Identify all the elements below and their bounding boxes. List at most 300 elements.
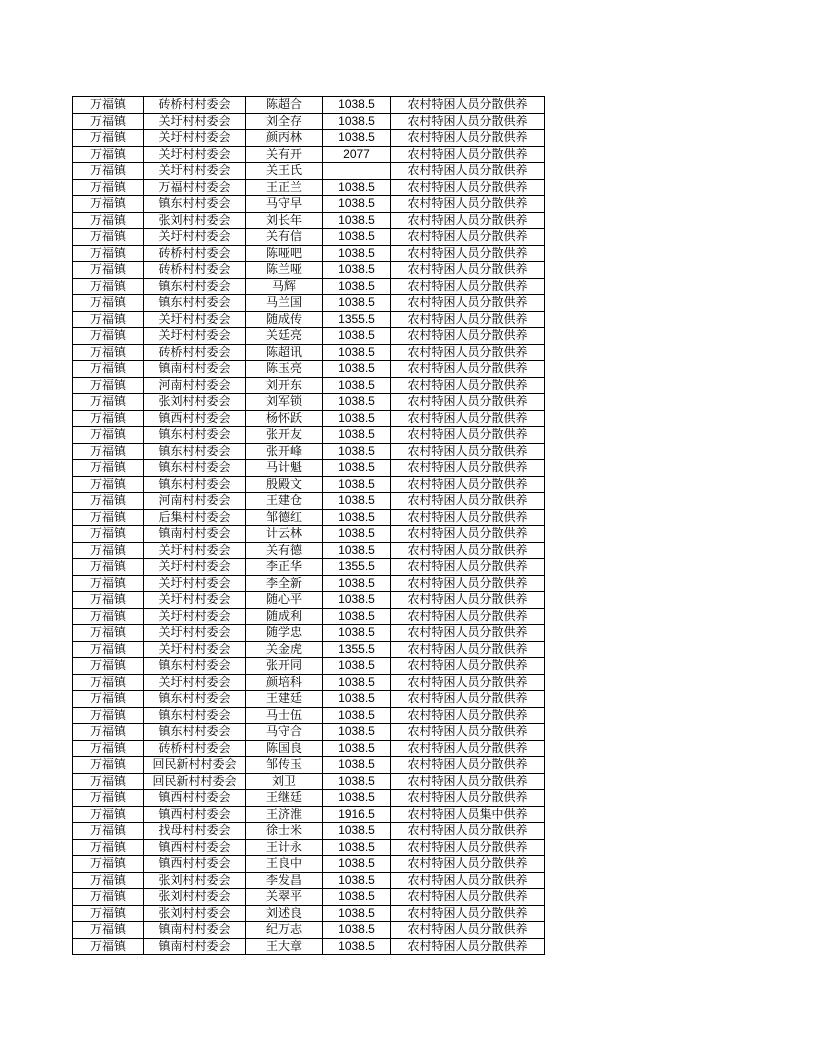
- amount-cell: 1038.5: [323, 740, 391, 757]
- village-committee-cell: 镇东村村委会: [144, 724, 246, 741]
- table-row: [73, 344, 545, 361]
- support-type-cell: 农村特困人员分散供养: [391, 526, 545, 543]
- amount-cell: 1038.5: [323, 839, 391, 856]
- town-cell: 万福镇: [73, 707, 144, 724]
- town-cell: 万福镇: [73, 691, 144, 708]
- amount-cell: 1038.5: [323, 823, 391, 840]
- town-cell: 万福镇: [73, 212, 144, 229]
- amount-cell: 1038.5: [323, 196, 391, 213]
- village-committee-cell: 镇南村村委会: [144, 938, 246, 955]
- support-type-cell: 农村特困人员分散供养: [391, 328, 545, 345]
- town-cell: 万福镇: [73, 823, 144, 840]
- town-cell: 万福镇: [73, 658, 144, 675]
- town-cell: 万福镇: [73, 245, 144, 262]
- village-committee-cell: 镇西村村委会: [144, 806, 246, 823]
- person-name-cell: 李全新: [246, 575, 323, 592]
- village-committee-cell: 万福村村委会: [144, 179, 246, 196]
- support-type-cell: 农村特困人员分散供养: [391, 278, 545, 295]
- village-committee-cell: 关圩村村委会: [144, 146, 246, 163]
- support-type-cell: 农村特困人员分散供养: [391, 625, 545, 642]
- person-name-cell: 徐士米: [246, 823, 323, 840]
- support-type-cell: 农村特困人员分散供养: [391, 146, 545, 163]
- support-type-cell: 农村特困人员分散供养: [391, 196, 545, 213]
- support-type-cell: 农村特困人员分散供养: [391, 295, 545, 312]
- support-type-cell: 农村特困人员分散供养: [391, 658, 545, 675]
- person-name-cell: 刘全存: [246, 113, 323, 130]
- table-row: [73, 410, 545, 427]
- village-committee-cell: 关圩村村委会: [144, 229, 246, 246]
- person-name-cell: 王大章: [246, 938, 323, 955]
- table-row: [73, 311, 545, 328]
- support-type-cell: 农村特困人员分散供养: [391, 757, 545, 774]
- person-name-cell: 随学忠: [246, 625, 323, 642]
- town-cell: 万福镇: [73, 146, 144, 163]
- village-committee-cell: 张刘村村委会: [144, 905, 246, 922]
- amount-cell: 1038.5: [323, 97, 391, 114]
- town-cell: 万福镇: [73, 790, 144, 807]
- person-name-cell: 刘开东: [246, 377, 323, 394]
- village-committee-cell: 镇东村村委会: [144, 278, 246, 295]
- support-type-cell: 农村特困人员分散供养: [391, 245, 545, 262]
- person-name-cell: 计云林: [246, 526, 323, 543]
- village-committee-cell: 镇东村村委会: [144, 295, 246, 312]
- support-type-cell: 农村特困人员分散供养: [391, 790, 545, 807]
- person-name-cell: 马守合: [246, 724, 323, 741]
- town-cell: 万福镇: [73, 724, 144, 741]
- amount-cell: 1038.5: [323, 377, 391, 394]
- person-name-cell: 邹传玉: [246, 757, 323, 774]
- town-cell: 万福镇: [73, 806, 144, 823]
- village-committee-cell: 镇东村村委会: [144, 427, 246, 444]
- support-type-cell: 农村特困人员分散供养: [391, 641, 545, 658]
- table-row: [73, 212, 545, 229]
- town-cell: 万福镇: [73, 443, 144, 460]
- town-cell: 万福镇: [73, 905, 144, 922]
- support-type-cell: 农村特困人员分散供养: [391, 592, 545, 609]
- amount-cell: 1038.5: [323, 113, 391, 130]
- person-name-cell: 王良中: [246, 856, 323, 873]
- support-type-cell: 农村特困人员分散供养: [391, 773, 545, 790]
- person-name-cell: 王继廷: [246, 790, 323, 807]
- amount-cell: 1038.5: [323, 262, 391, 279]
- village-committee-cell: 关圩村村委会: [144, 674, 246, 691]
- town-cell: 万福镇: [73, 493, 144, 510]
- table-row: [73, 674, 545, 691]
- support-type-cell: 农村特困人员分散供养: [391, 311, 545, 328]
- village-committee-cell: 砖桥村村委会: [144, 245, 246, 262]
- person-name-cell: 王济淮: [246, 806, 323, 823]
- support-type-cell: 农村特困人员分散供养: [391, 889, 545, 906]
- support-type-cell: 农村特困人员分散供养: [391, 493, 545, 510]
- table-row: [73, 493, 545, 510]
- support-type-cell: 农村特困人员集中供养: [391, 806, 545, 823]
- town-cell: 万福镇: [73, 476, 144, 493]
- table-row: [73, 542, 545, 559]
- person-name-cell: 张开同: [246, 658, 323, 675]
- town-cell: 万福镇: [73, 410, 144, 427]
- town-cell: 万福镇: [73, 278, 144, 295]
- town-cell: 万福镇: [73, 377, 144, 394]
- village-committee-cell: 关圩村村委会: [144, 608, 246, 625]
- person-name-cell: 马士伍: [246, 707, 323, 724]
- person-name-cell: 马兰国: [246, 295, 323, 312]
- table-row: [73, 113, 545, 130]
- village-committee-cell: 关圩村村委会: [144, 575, 246, 592]
- table-row: [73, 757, 545, 774]
- village-committee-cell: 回民新村村委会: [144, 757, 246, 774]
- amount-cell: [323, 163, 391, 180]
- village-committee-cell: 砖桥村村委会: [144, 740, 246, 757]
- support-type-cell: 农村特困人员分散供养: [391, 856, 545, 873]
- village-committee-cell: 回民新村村委会: [144, 773, 246, 790]
- amount-cell: 1038.5: [323, 757, 391, 774]
- village-committee-cell: 关圩村村委会: [144, 625, 246, 642]
- town-cell: 万福镇: [73, 889, 144, 906]
- amount-cell: 1038.5: [323, 790, 391, 807]
- table-row: [73, 427, 545, 444]
- support-type-cell: 农村特困人员分散供养: [391, 443, 545, 460]
- amount-cell: 1355.5: [323, 311, 391, 328]
- amount-cell: 1038.5: [323, 509, 391, 526]
- table-row: [73, 526, 545, 543]
- support-type-cell: 农村特困人员分散供养: [391, 427, 545, 444]
- support-type-cell: 农村特困人员分散供养: [391, 130, 545, 147]
- person-name-cell: 陈兰哑: [246, 262, 323, 279]
- amount-cell: 1038.5: [323, 856, 391, 873]
- person-name-cell: 王建廷: [246, 691, 323, 708]
- table-row: [73, 179, 545, 196]
- village-committee-cell: 关圩村村委会: [144, 542, 246, 559]
- village-committee-cell: 镇西村村委会: [144, 410, 246, 427]
- support-type-cell: 农村特困人员分散供养: [391, 922, 545, 939]
- table-row: [73, 163, 545, 180]
- amount-cell: 1038.5: [323, 724, 391, 741]
- town-cell: 万福镇: [73, 938, 144, 955]
- support-type-cell: 农村特困人员分散供养: [391, 460, 545, 477]
- support-type-cell: 农村特困人员分散供养: [391, 707, 545, 724]
- support-type-cell: 农村特困人员分散供养: [391, 97, 545, 114]
- table-row: [73, 823, 545, 840]
- table-row: [73, 146, 545, 163]
- person-name-cell: 李正华: [246, 559, 323, 576]
- town-cell: 万福镇: [73, 592, 144, 609]
- amount-cell: 1038.5: [323, 526, 391, 543]
- amount-cell: 1038.5: [323, 394, 391, 411]
- amount-cell: 1038.5: [323, 410, 391, 427]
- table-row: [73, 278, 545, 295]
- person-name-cell: 马守早: [246, 196, 323, 213]
- town-cell: 万福镇: [73, 872, 144, 889]
- amount-cell: 1038.5: [323, 674, 391, 691]
- town-cell: 万福镇: [73, 328, 144, 345]
- person-name-cell: 陈哑吧: [246, 245, 323, 262]
- village-committee-cell: 砖桥村村委会: [144, 262, 246, 279]
- amount-cell: 1038.5: [323, 872, 391, 889]
- person-name-cell: 刘军锁: [246, 394, 323, 411]
- person-name-cell: 随成利: [246, 608, 323, 625]
- support-type-cell: 农村特困人员分散供养: [391, 691, 545, 708]
- amount-cell: 1038.5: [323, 278, 391, 295]
- town-cell: 万福镇: [73, 262, 144, 279]
- village-committee-cell: 砖桥村村委会: [144, 97, 246, 114]
- table-row: [73, 641, 545, 658]
- amount-cell: 1355.5: [323, 559, 391, 576]
- amount-cell: 1038.5: [323, 922, 391, 939]
- support-type-cell: 农村特困人员分散供养: [391, 361, 545, 378]
- village-committee-cell: 关圩村村委会: [144, 641, 246, 658]
- village-committee-cell: 镇东村村委会: [144, 691, 246, 708]
- table-row: [73, 889, 545, 906]
- amount-cell: 1038.5: [323, 460, 391, 477]
- amount-cell: 1038.5: [323, 575, 391, 592]
- person-name-cell: 刘卫: [246, 773, 323, 790]
- person-name-cell: 关有信: [246, 229, 323, 246]
- table-row: [73, 196, 545, 213]
- amount-cell: 1038.5: [323, 625, 391, 642]
- amount-cell: 1916.5: [323, 806, 391, 823]
- support-type-cell: 农村特困人员分散供养: [391, 542, 545, 559]
- person-name-cell: 随心平: [246, 592, 323, 609]
- support-type-cell: 农村特困人员分散供养: [391, 905, 545, 922]
- person-name-cell: 王计永: [246, 839, 323, 856]
- village-committee-cell: 关圩村村委会: [144, 311, 246, 328]
- amount-cell: 1038.5: [323, 493, 391, 510]
- support-type-cell: 农村特困人员分散供养: [391, 212, 545, 229]
- support-type-cell: 农村特困人员分散供养: [391, 113, 545, 130]
- person-name-cell: 杨怀跃: [246, 410, 323, 427]
- village-committee-cell: 张刘村村委会: [144, 212, 246, 229]
- person-name-cell: 陈超讯: [246, 344, 323, 361]
- table-row: [73, 839, 545, 856]
- table-row: [73, 443, 545, 460]
- village-committee-cell: 镇西村村委会: [144, 790, 246, 807]
- table-row: [73, 905, 545, 922]
- support-type-cell: 农村特困人员分散供养: [391, 394, 545, 411]
- person-name-cell: 殷殿文: [246, 476, 323, 493]
- town-cell: 万福镇: [73, 163, 144, 180]
- amount-cell: 1038.5: [323, 295, 391, 312]
- person-name-cell: 马辉: [246, 278, 323, 295]
- support-type-cell: 农村特困人员分散供养: [391, 608, 545, 625]
- support-type-cell: 农村特困人员分散供养: [391, 839, 545, 856]
- table-row: [73, 377, 545, 394]
- person-name-cell: 李发昌: [246, 872, 323, 889]
- table-row: [73, 575, 545, 592]
- village-committee-cell: 镇东村村委会: [144, 707, 246, 724]
- village-committee-cell: 找母村村委会: [144, 823, 246, 840]
- town-cell: 万福镇: [73, 460, 144, 477]
- table-row: [73, 872, 545, 889]
- village-committee-cell: 河南村村委会: [144, 377, 246, 394]
- town-cell: 万福镇: [73, 608, 144, 625]
- amount-cell: 1038.5: [323, 427, 391, 444]
- village-committee-cell: 镇西村村委会: [144, 839, 246, 856]
- town-cell: 万福镇: [73, 757, 144, 774]
- village-committee-cell: 张刘村村委会: [144, 889, 246, 906]
- town-cell: 万福镇: [73, 361, 144, 378]
- table-row: [73, 460, 545, 477]
- amount-cell: 1038.5: [323, 212, 391, 229]
- person-name-cell: 关有德: [246, 542, 323, 559]
- amount-cell: 1355.5: [323, 641, 391, 658]
- person-name-cell: 关王氏: [246, 163, 323, 180]
- table-row: [73, 130, 545, 147]
- town-cell: 万福镇: [73, 344, 144, 361]
- table-row: [73, 394, 545, 411]
- person-name-cell: 陈国良: [246, 740, 323, 757]
- person-name-cell: 马计魁: [246, 460, 323, 477]
- relief-roster-table: [72, 96, 545, 955]
- amount-cell: 1038.5: [323, 130, 391, 147]
- village-committee-cell: 镇东村村委会: [144, 460, 246, 477]
- table-row: [73, 608, 545, 625]
- amount-cell: 1038.5: [323, 938, 391, 955]
- person-name-cell: 陈玉亮: [246, 361, 323, 378]
- support-type-cell: 农村特困人员分散供养: [391, 410, 545, 427]
- table-row: [73, 229, 545, 246]
- person-name-cell: 关廷亮: [246, 328, 323, 345]
- village-committee-cell: 镇西村村委会: [144, 856, 246, 873]
- amount-cell: 1038.5: [323, 328, 391, 345]
- support-type-cell: 农村特困人员分散供养: [391, 344, 545, 361]
- village-committee-cell: 张刘村村委会: [144, 872, 246, 889]
- village-committee-cell: 后集村村委会: [144, 509, 246, 526]
- town-cell: 万福镇: [73, 559, 144, 576]
- support-type-cell: 农村特困人员分散供养: [391, 377, 545, 394]
- village-committee-cell: 关圩村村委会: [144, 113, 246, 130]
- town-cell: 万福镇: [73, 509, 144, 526]
- village-committee-cell: 关圩村村委会: [144, 559, 246, 576]
- amount-cell: 1038.5: [323, 707, 391, 724]
- amount-cell: 1038.5: [323, 542, 391, 559]
- town-cell: 万福镇: [73, 394, 144, 411]
- table-row: [73, 476, 545, 493]
- amount-cell: 1038.5: [323, 905, 391, 922]
- support-type-cell: 农村特困人员分散供养: [391, 163, 545, 180]
- amount-cell: 1038.5: [323, 245, 391, 262]
- village-committee-cell: 镇东村村委会: [144, 476, 246, 493]
- village-committee-cell: 镇南村村委会: [144, 361, 246, 378]
- roster-body: [73, 97, 545, 955]
- person-name-cell: 颜培科: [246, 674, 323, 691]
- table-row: [73, 245, 545, 262]
- amount-cell: 1038.5: [323, 608, 391, 625]
- table-row: [73, 790, 545, 807]
- support-type-cell: 农村特困人员分散供养: [391, 476, 545, 493]
- town-cell: 万福镇: [73, 295, 144, 312]
- amount-cell: 1038.5: [323, 773, 391, 790]
- amount-cell: 1038.5: [323, 229, 391, 246]
- support-type-cell: 农村特困人员分散供养: [391, 674, 545, 691]
- town-cell: 万福镇: [73, 773, 144, 790]
- town-cell: 万福镇: [73, 575, 144, 592]
- table-row: [73, 773, 545, 790]
- town-cell: 万福镇: [73, 839, 144, 856]
- table-row: [73, 295, 545, 312]
- support-type-cell: 农村特困人员分散供养: [391, 509, 545, 526]
- table-row: [73, 724, 545, 741]
- support-type-cell: 农村特困人员分散供养: [391, 575, 545, 592]
- village-committee-cell: 镇南村村委会: [144, 922, 246, 939]
- table-row: [73, 856, 545, 873]
- town-cell: 万福镇: [73, 542, 144, 559]
- village-committee-cell: 河南村村委会: [144, 493, 246, 510]
- table-row: [73, 625, 545, 642]
- table-row: [73, 691, 545, 708]
- person-name-cell: 随成传: [246, 311, 323, 328]
- table-row: [73, 97, 545, 114]
- town-cell: 万福镇: [73, 856, 144, 873]
- support-type-cell: 农村特困人员分散供养: [391, 740, 545, 757]
- table-row: [73, 559, 545, 576]
- support-type-cell: 农村特困人员分散供养: [391, 262, 545, 279]
- town-cell: 万福镇: [73, 229, 144, 246]
- support-type-cell: 农村特困人员分散供养: [391, 872, 545, 889]
- amount-cell: 2077: [323, 146, 391, 163]
- amount-cell: 1038.5: [323, 443, 391, 460]
- table-row: [73, 658, 545, 675]
- town-cell: 万福镇: [73, 526, 144, 543]
- town-cell: 万福镇: [73, 179, 144, 196]
- village-committee-cell: 关圩村村委会: [144, 328, 246, 345]
- town-cell: 万福镇: [73, 674, 144, 691]
- support-type-cell: 农村特困人员分散供养: [391, 559, 545, 576]
- person-name-cell: 刘长年: [246, 212, 323, 229]
- table-row: [73, 262, 545, 279]
- support-type-cell: 农村特困人员分散供养: [391, 229, 545, 246]
- table-row: [73, 328, 545, 345]
- amount-cell: 1038.5: [323, 691, 391, 708]
- town-cell: 万福镇: [73, 113, 144, 130]
- village-committee-cell: 镇东村村委会: [144, 658, 246, 675]
- support-type-cell: 农村特困人员分散供养: [391, 823, 545, 840]
- amount-cell: 1038.5: [323, 592, 391, 609]
- town-cell: 万福镇: [73, 97, 144, 114]
- town-cell: 万福镇: [73, 130, 144, 147]
- person-name-cell: 王建仓: [246, 493, 323, 510]
- town-cell: 万福镇: [73, 311, 144, 328]
- village-committee-cell: 镇东村村委会: [144, 196, 246, 213]
- person-name-cell: 关翠平: [246, 889, 323, 906]
- village-committee-cell: 镇东村村委会: [144, 443, 246, 460]
- town-cell: 万福镇: [73, 740, 144, 757]
- table-row: [73, 592, 545, 609]
- support-type-cell: 农村特困人员分散供养: [391, 938, 545, 955]
- amount-cell: 1038.5: [323, 658, 391, 675]
- village-committee-cell: 关圩村村委会: [144, 163, 246, 180]
- person-name-cell: 张开友: [246, 427, 323, 444]
- town-cell: 万福镇: [73, 922, 144, 939]
- amount-cell: 1038.5: [323, 344, 391, 361]
- person-name-cell: 颜丙林: [246, 130, 323, 147]
- person-name-cell: 关有开: [246, 146, 323, 163]
- town-cell: 万福镇: [73, 196, 144, 213]
- town-cell: 万福镇: [73, 641, 144, 658]
- town-cell: 万福镇: [73, 427, 144, 444]
- person-name-cell: 邹德红: [246, 509, 323, 526]
- amount-cell: 1038.5: [323, 179, 391, 196]
- person-name-cell: 张开峰: [246, 443, 323, 460]
- table-row: [73, 509, 545, 526]
- person-name-cell: 刘述良: [246, 905, 323, 922]
- table-row: [73, 938, 545, 955]
- table-row: [73, 740, 545, 757]
- person-name-cell: 陈超合: [246, 97, 323, 114]
- village-committee-cell: 砖桥村村委会: [144, 344, 246, 361]
- table-row: [73, 707, 545, 724]
- support-type-cell: 农村特困人员分散供养: [391, 179, 545, 196]
- person-name-cell: 纪万志: [246, 922, 323, 939]
